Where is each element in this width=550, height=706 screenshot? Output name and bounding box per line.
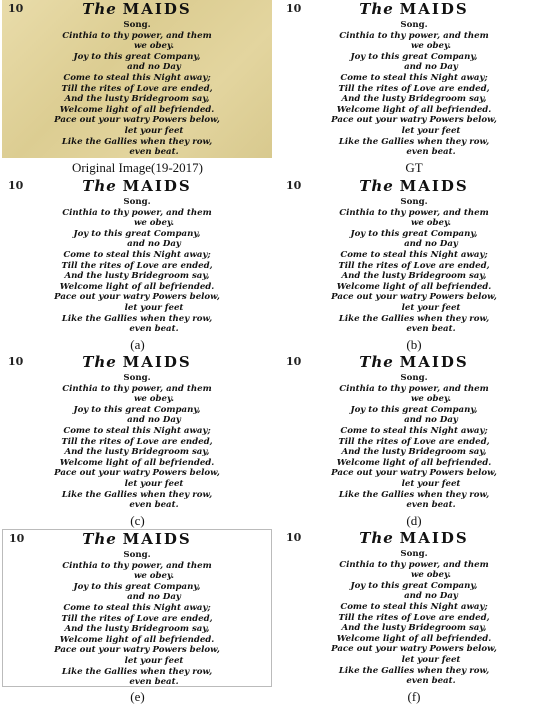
song-line: And the lusty Bridegroom say, xyxy=(64,94,210,105)
title-main: MAIDS xyxy=(399,353,469,371)
song-line: even beat. xyxy=(129,324,179,335)
panel-a xyxy=(2,177,272,335)
song-line: Come to steal this Night away; xyxy=(340,72,488,83)
song-line: even beat. xyxy=(129,500,179,511)
song-line: Joy to this great Company, xyxy=(350,51,478,62)
caption-original: Original Image(19-2017) xyxy=(71,160,204,175)
song-line: and no Day xyxy=(404,591,458,602)
song-line: Welcome light of all befriended. xyxy=(59,281,215,292)
page-number: 10 xyxy=(9,532,25,545)
song-line: And the lusty Bridegroom say, xyxy=(341,623,487,634)
song-line: Joy to this great Company, xyxy=(73,581,201,592)
title-main: MAIDS xyxy=(122,530,192,548)
song-text xyxy=(2,20,272,158)
song-line: Pace out your watry Powers below, xyxy=(54,645,220,656)
title-article: The xyxy=(359,177,394,195)
song-line: Cinthia to thy power, and them xyxy=(339,383,489,394)
song-line: And the lusty Bridegroom say, xyxy=(64,624,210,635)
song-text xyxy=(280,197,548,335)
song-line: Like the Gallies when they row, xyxy=(338,489,490,500)
title-main: MAIDS xyxy=(122,353,192,371)
song-line: Come to steal this Night away; xyxy=(63,602,211,613)
song-heading: Song. xyxy=(123,373,151,383)
song-line: we obey. xyxy=(133,394,175,405)
page-title xyxy=(280,529,548,547)
song-line: Come to steal this Night away; xyxy=(63,249,211,260)
song-line: and no Day xyxy=(127,62,181,73)
song-line: and no Day xyxy=(404,62,458,73)
song-line: let your feet xyxy=(401,302,461,313)
song-text xyxy=(3,550,271,687)
page-title xyxy=(280,353,548,371)
song-line: Till the rites of Love are ended, xyxy=(61,613,213,624)
song-heading: Song. xyxy=(123,550,151,560)
song-line: let your feet xyxy=(401,654,461,665)
song-line: let your feet xyxy=(124,655,184,666)
caption-c: (c) xyxy=(130,513,145,528)
song-line: Cinthia to thy power, and them xyxy=(339,207,489,218)
song-line: Cinthia to thy power, and them xyxy=(339,559,489,570)
title-main: MAIDS xyxy=(122,177,192,195)
song-text xyxy=(280,549,548,687)
page-title xyxy=(2,353,272,371)
song-line: let your feet xyxy=(124,302,184,313)
song-text xyxy=(2,197,272,335)
song-line: Till the rites of Love are ended, xyxy=(61,260,213,271)
song-line: Pace out your watry Powers below, xyxy=(331,292,497,303)
song-line: let your feet xyxy=(401,478,461,489)
song-line: Till the rites of Love are ended, xyxy=(338,436,490,447)
title-article: The xyxy=(82,353,117,371)
song-line: Come to steal this Night away; xyxy=(63,72,211,83)
page-title xyxy=(3,530,271,548)
title-article: The xyxy=(82,530,117,548)
title-article: The xyxy=(359,0,394,18)
song-heading: Song. xyxy=(400,373,428,383)
song-line: Joy to this great Company, xyxy=(350,404,478,415)
song-line: And the lusty Bridegroom say, xyxy=(64,271,210,282)
song-line: Pace out your watry Powers below, xyxy=(54,115,220,126)
song-line: And the lusty Bridegroom say, xyxy=(341,94,487,105)
song-line: Like the Gallies when they row, xyxy=(61,489,213,500)
song-line: Like the Gallies when they row, xyxy=(338,313,490,324)
song-line: Joy to this great Company, xyxy=(73,404,201,415)
panel-gt xyxy=(280,0,548,158)
song-line: Welcome light of all befriended. xyxy=(59,634,215,645)
song-heading: Song. xyxy=(400,197,428,207)
song-line: Like the Gallies when they row, xyxy=(61,666,213,677)
song-line: Welcome light of all befriended. xyxy=(59,457,215,468)
title-main: MAIDS xyxy=(122,0,192,18)
song-line: Joy to this great Company, xyxy=(350,580,478,591)
song-line: Cinthia to thy power, and them xyxy=(339,30,489,41)
song-line: Like the Gallies when they row, xyxy=(338,665,490,676)
song-line: Welcome light of all befriended. xyxy=(336,104,492,115)
song-line: And the lusty Bridegroom say, xyxy=(341,447,487,458)
song-line: Till the rites of Love are ended, xyxy=(61,436,213,447)
song-line: Come to steal this Night away; xyxy=(63,425,211,436)
song-line: and no Day xyxy=(127,239,181,250)
page-number: 10 xyxy=(286,531,302,544)
song-line: and no Day xyxy=(404,239,458,250)
panel-b xyxy=(280,177,548,335)
panel-e xyxy=(2,529,272,687)
song-text xyxy=(280,20,548,158)
song-line: and no Day xyxy=(404,415,458,426)
song-line: Welcome light of all befriended. xyxy=(336,281,492,292)
caption-d: (d) xyxy=(406,513,422,528)
song-line: even beat. xyxy=(406,324,456,335)
song-line: we obey. xyxy=(410,218,452,229)
song-line: Pace out your watry Powers below, xyxy=(54,292,220,303)
song-heading: Song. xyxy=(400,20,428,30)
song-line: Come to steal this Night away; xyxy=(340,425,488,436)
song-line: Till the rites of Love are ended, xyxy=(338,612,490,623)
song-line: Like the Gallies when they row, xyxy=(338,136,490,147)
caption-gt: GT xyxy=(405,160,423,175)
song-line: we obey. xyxy=(133,41,175,52)
song-line: even beat. xyxy=(406,147,456,158)
caption-e: (e) xyxy=(130,689,145,704)
song-line: let your feet xyxy=(124,478,184,489)
song-line: we obey. xyxy=(133,571,175,582)
song-line: even beat. xyxy=(406,500,456,511)
song-line: we obey. xyxy=(410,41,452,52)
song-line: And the lusty Bridegroom say, xyxy=(64,447,210,458)
title-article: The xyxy=(82,0,117,18)
page-title xyxy=(280,0,548,18)
song-line: Pace out your watry Powers below, xyxy=(331,468,497,479)
song-line: let your feet xyxy=(401,125,461,136)
song-line: Like the Gallies when they row, xyxy=(61,136,213,147)
song-line: Joy to this great Company, xyxy=(350,228,478,239)
song-line: Till the rites of Love are ended, xyxy=(338,83,490,94)
title-article: The xyxy=(359,529,394,547)
song-line: Come to steal this Night away; xyxy=(340,601,488,612)
page-number: 10 xyxy=(8,179,24,192)
song-line: Cinthia to thy power, and them xyxy=(62,560,212,571)
song-line: Till the rites of Love are ended, xyxy=(61,83,213,94)
song-heading: Song. xyxy=(123,197,151,207)
song-line: we obey. xyxy=(410,570,452,581)
song-line: even beat. xyxy=(129,677,179,687)
page-number: 10 xyxy=(286,2,302,15)
song-line: Pace out your watry Powers below, xyxy=(331,644,497,655)
song-line: and no Day xyxy=(127,592,181,603)
song-text xyxy=(280,373,548,511)
song-line: Welcome light of all befriended. xyxy=(59,104,215,115)
title-article: The xyxy=(359,353,394,371)
song-line: Till the rites of Love are ended, xyxy=(338,260,490,271)
song-line: Come to steal this Night away; xyxy=(340,249,488,260)
song-line: and no Day xyxy=(127,415,181,426)
song-line: Pace out your watry Powers below, xyxy=(331,115,497,126)
song-line: Joy to this great Company, xyxy=(73,228,201,239)
song-line: even beat. xyxy=(406,676,456,687)
song-line: we obey. xyxy=(133,218,175,229)
page-title xyxy=(280,177,548,195)
song-heading: Song. xyxy=(123,20,151,30)
title-main: MAIDS xyxy=(399,529,469,547)
panel-original xyxy=(2,0,272,158)
song-line: Welcome light of all befriended. xyxy=(336,633,492,644)
caption-a: (a) xyxy=(130,337,145,352)
song-line: And the lusty Bridegroom say, xyxy=(341,271,487,282)
song-line: Cinthia to thy power, and them xyxy=(62,383,212,394)
page-number: 10 xyxy=(8,2,24,15)
title-main: MAIDS xyxy=(399,0,469,18)
song-line: let your feet xyxy=(124,125,184,136)
title-main: MAIDS xyxy=(399,177,469,195)
page-number: 10 xyxy=(286,179,302,192)
page-number: 10 xyxy=(8,355,24,368)
song-line: Cinthia to thy power, and them xyxy=(62,30,212,41)
song-line: Cinthia to thy power, and them xyxy=(62,207,212,218)
page-title xyxy=(2,0,272,18)
song-line: Joy to this great Company, xyxy=(73,51,201,62)
panel-d xyxy=(280,353,548,511)
song-line: even beat. xyxy=(129,147,179,158)
song-line: Pace out your watry Powers below, xyxy=(54,468,220,479)
panel-f xyxy=(280,529,548,687)
panel-c xyxy=(2,353,272,511)
page-title xyxy=(2,177,272,195)
song-line: we obey. xyxy=(410,394,452,405)
title-article: The xyxy=(82,177,117,195)
caption-b: (b) xyxy=(406,337,422,352)
song-heading: Song. xyxy=(400,549,428,559)
song-line: Like the Gallies when they row, xyxy=(61,313,213,324)
song-line: Welcome light of all befriended. xyxy=(336,457,492,468)
song-text xyxy=(2,373,272,511)
page-number: 10 xyxy=(286,355,302,368)
caption-f: (f) xyxy=(407,689,421,704)
